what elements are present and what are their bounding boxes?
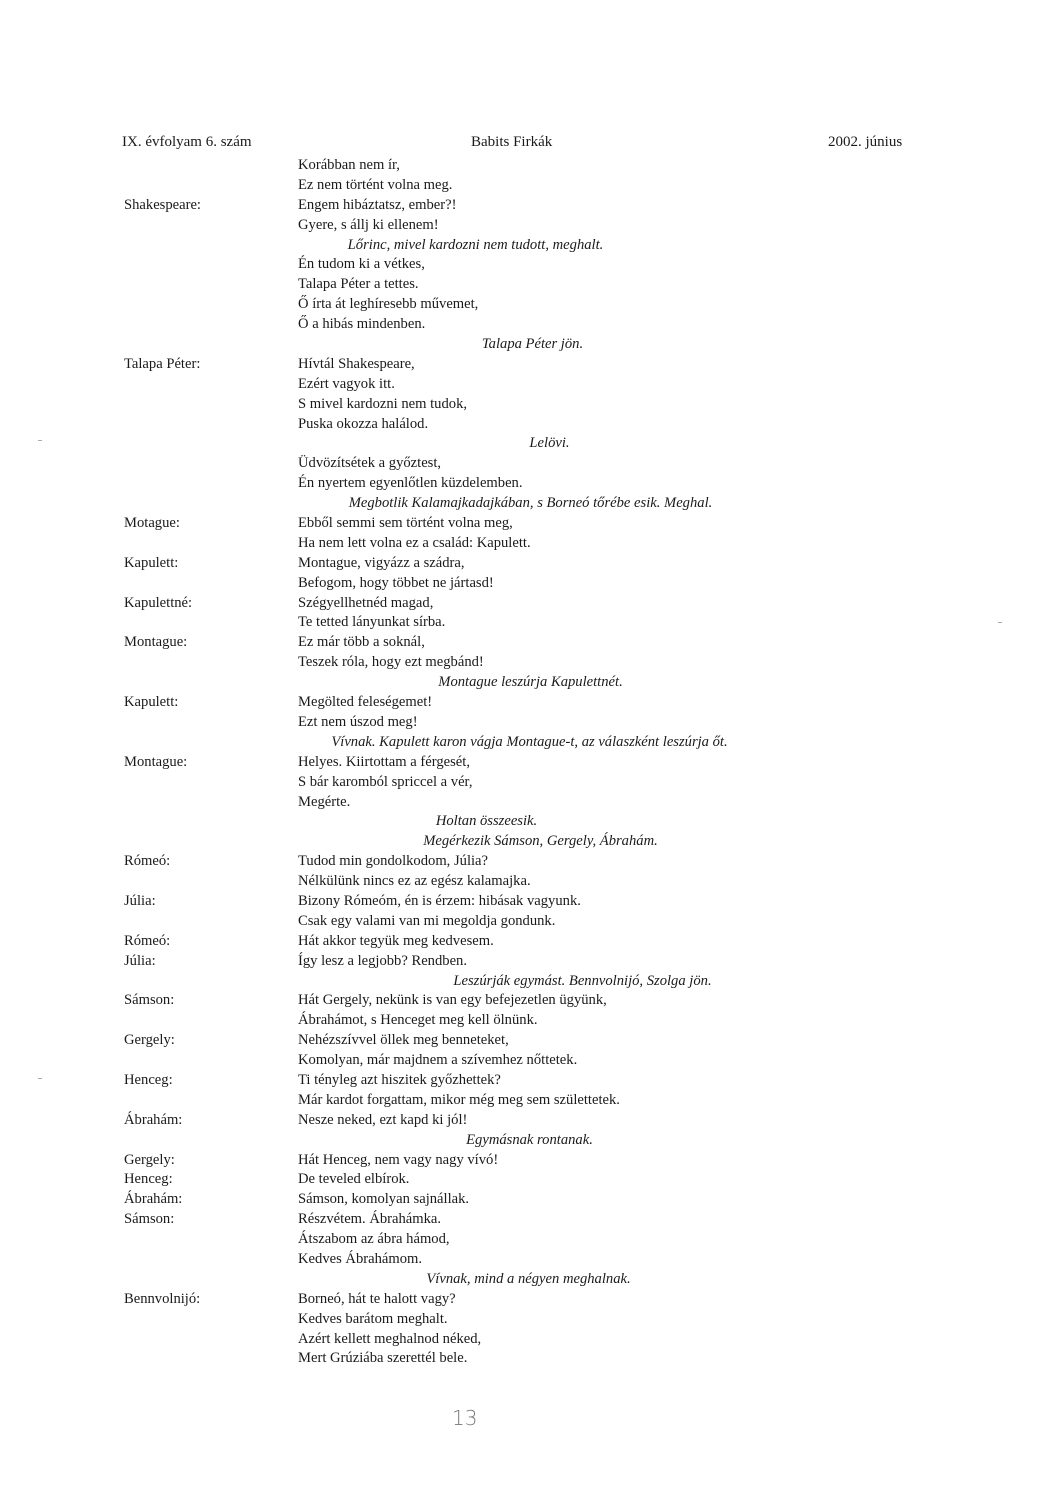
dialogue-row: [0, 176, 1061, 196]
scan-speck: [38, 1078, 42, 1079]
dialogue-row: [0, 395, 1061, 415]
dialogue-line: Helyes. Kiirtottam a férgesét,: [298, 753, 470, 770]
speaker-name: Ábrahám:: [124, 1191, 183, 1208]
speaker-name: Ábrahám:: [124, 1111, 183, 1128]
dialogue-line: Hát akkor tegyük meg kedvesem.: [298, 932, 494, 949]
speaker-name: Júlia:: [124, 952, 156, 969]
dialogue-row: [0, 892, 1061, 912]
dialogue-line: Ezt nem úszod meg!: [298, 713, 418, 730]
dialogue-line: Hát Henceg, nem vagy nagy vívó!: [298, 1151, 499, 1168]
dialogue-line: Ábrahámot, s Henceget meg kell ölnünk.: [298, 1012, 538, 1029]
dialogue-line: Hívtál Shakespeare,: [298, 355, 415, 372]
dialogue-row: [0, 693, 1061, 713]
dialogue-line: Részvétem. Ábrahámka.: [298, 1211, 442, 1228]
dialogue-line: Szégyellhetnéd magad,: [298, 594, 434, 611]
dialogue-row: [0, 1210, 1061, 1230]
speaker-name: Montague:: [124, 634, 188, 651]
stage-direction: Leszúrják egymást. Bennvolnijó, Szolga jön.: [453, 972, 712, 989]
scan-speck: [38, 440, 42, 441]
dialogue-line: Átszabom az ábra hámod,: [298, 1231, 450, 1248]
dialogue-line: Mert Grúziába szerettél bele.: [298, 1350, 468, 1367]
dialogue-row: [0, 574, 1061, 594]
dialogue-line: Én tudom ki a vétkes,: [298, 256, 425, 273]
dialogue-row: [0, 275, 1061, 295]
speaker-name: Shakespeare:: [124, 196, 201, 213]
dialogue-row: [0, 613, 1061, 633]
dialogue-row: [0, 1230, 1061, 1250]
dialogue-line: Ha nem lett volna ez a család: Kapulett.: [298, 534, 531, 551]
stage-direction-row: [0, 335, 1061, 355]
dialogue-line: S mivel kardozni nem tudok,: [298, 395, 468, 412]
dialogue-row: [0, 1031, 1061, 1051]
scan-speck: [998, 622, 1002, 623]
dialogue-row: [0, 594, 1061, 614]
dialogue-line: Nesze neked, ezt kapd ki jól!: [298, 1111, 468, 1128]
dialogue-row: [0, 952, 1061, 972]
dialogue-line: Ő írta át leghíresebb művemet,: [298, 296, 479, 313]
stage-direction: Holtan összeesik.: [435, 813, 538, 830]
dialogue-line: Megérte.: [298, 793, 351, 810]
dialogue-row: [0, 1349, 1061, 1369]
stage-direction-row: [0, 434, 1061, 454]
speaker-name: Sámson:: [124, 1211, 175, 1228]
stage-direction: Lőrinc, mivel kardozni nem tudott, meghalt.: [347, 236, 604, 253]
speaker-name: Rómeó:: [124, 932, 171, 949]
dialogue-line: Gyere, s állj ki ellenem!: [298, 216, 439, 233]
stage-direction-row: [0, 832, 1061, 852]
dialogue-line: Azért kellett meghalnod néked,: [298, 1330, 482, 1347]
stage-direction-row: [0, 812, 1061, 832]
dialogue-row: [0, 653, 1061, 673]
dialogue-row: [0, 852, 1061, 872]
dialogue-line: Ti tényleg azt hiszitek győzhettek?: [298, 1071, 501, 1088]
play-script: [0, 156, 1061, 1369]
speaker-name: Bennvolnijó:: [124, 1290, 201, 1307]
dialogue-row: [0, 1111, 1061, 1131]
dialogue-row: [0, 1250, 1061, 1270]
dialogue-row: [0, 514, 1061, 534]
dialogue-row: [0, 355, 1061, 375]
dialogue-row: [0, 534, 1061, 554]
dialogue-line: S bár karomból spriccel a vér,: [298, 773, 473, 790]
dialogue-row: [0, 375, 1061, 395]
speaker-name: Gergely:: [124, 1151, 175, 1168]
speaker-name: Henceg:: [124, 1171, 173, 1188]
dialogue-row: [0, 415, 1061, 435]
dialogue-row: [0, 554, 1061, 574]
stage-direction: Vívnak. Kapulett karon vágja Montague-t, az válaszként leszúrja őt.: [331, 733, 728, 750]
dialogue-line: Megölted feleségemet!: [298, 694, 433, 711]
dialogue-line: Tudod min gondolkodom, Júlia?: [298, 853, 489, 870]
dialogue-row: [0, 1310, 1061, 1330]
dialogue-line: Borneó, hát te halott vagy?: [298, 1290, 456, 1307]
dialogue-line: Befogom, hogy többet ne jártasd!: [298, 574, 494, 591]
dialogue-line: Engem hibáztatsz, ember?!: [298, 196, 457, 213]
dialogue-line: Sámson, komolyan sajnállak.: [298, 1191, 470, 1208]
dialogue-line: Korábban nem ír,: [298, 157, 400, 173]
dialogue-row: [0, 1330, 1061, 1350]
stage-direction-row: [0, 494, 1061, 514]
stage-direction: Megérkezik Sámson, Gergely, Ábrahám.: [423, 833, 658, 850]
stage-direction-row: [0, 733, 1061, 753]
speaker-name: Henceg:: [124, 1071, 173, 1088]
dialogue-row: [0, 315, 1061, 335]
speaker-name: Gergely:: [124, 1032, 175, 1049]
speaker-name: Júlia:: [124, 892, 156, 909]
dialogue-row: [0, 1290, 1061, 1310]
dialogue-line: Kedves barátom meghalt.: [298, 1310, 448, 1327]
dialogue-line: Komolyan, már majdnem a szívemhez nőttetek.: [298, 1052, 578, 1069]
stage-direction-row: [0, 673, 1061, 693]
dialogue-line: De teveled elbírok.: [298, 1171, 410, 1188]
dialogue-row: [0, 1051, 1061, 1071]
dialogue-line: Puska okozza halálod.: [298, 415, 429, 432]
dialogue-line: Te tetted lányunkat sírba.: [298, 614, 446, 631]
speaker-name: Sámson:: [124, 992, 175, 1009]
dialogue-row: [0, 454, 1061, 474]
stage-direction: Egymásnak rontanak.: [466, 1131, 593, 1148]
dialogue-row: [0, 1151, 1061, 1171]
stage-direction: Vívnak, mind a négyen meghalnak.: [426, 1270, 631, 1287]
stage-direction: Lelövi.: [529, 435, 570, 452]
speaker-name: Rómeó:: [124, 853, 171, 870]
dialogue-line: Így lesz a legjobb? Rendben.: [298, 952, 467, 969]
dialogue-line: Csak egy valami van mi megoldja gondunk.: [298, 912, 556, 929]
dialogue-row: [0, 255, 1061, 275]
speaker-name: Motague:: [124, 515, 180, 532]
dialogue-row: [0, 793, 1061, 813]
stage-direction: Megbotlik Kalamajkadajkában, s Borneó tőrébe esik. Meghal.: [348, 495, 713, 512]
issue-label: IX. évfolyam 6. szám: [122, 134, 252, 150]
speaker-name: Kapulett:: [124, 694, 179, 711]
dialogue-row: [0, 773, 1061, 793]
dialogue-row: [0, 633, 1061, 653]
dialogue-row: [0, 932, 1061, 952]
issue-date: 2002. június: [828, 134, 903, 150]
dialogue-row: [0, 474, 1061, 494]
dialogue-line: Én nyertem egyenlőtlen küzdelemben.: [298, 475, 523, 492]
publication-title: Babits Firkák: [471, 134, 553, 150]
stage-direction-row: [0, 1131, 1061, 1151]
dialogue-row: [0, 1071, 1061, 1091]
dialogue-row: [0, 196, 1061, 216]
speaker-name: Montague:: [124, 753, 188, 770]
stage-direction-row: [0, 1270, 1061, 1290]
dialogue-row: [0, 753, 1061, 773]
dialogue-line: Üdvözítsétek a győztest,: [298, 455, 442, 472]
speaker-name: Talapa Péter:: [124, 355, 201, 372]
dialogue-line: Ezért vagyok itt.: [298, 375, 395, 392]
dialogue-line: Ő a hibás mindenben.: [298, 316, 426, 333]
dialogue-line: Hát Gergely, nekünk is van egy befejezetlen ügyünk,: [298, 992, 607, 1009]
speaker-name: Kapulettné:: [124, 594, 193, 611]
page-header: [0, 134, 1061, 154]
dialogue-line: Talapa Péter a tettes.: [298, 276, 419, 293]
page-number: 13: [452, 1406, 478, 1430]
dialogue-line: Már kardot forgattam, mikor még meg sem születtetek.: [298, 1091, 620, 1108]
dialogue-row: [0, 912, 1061, 932]
dialogue-line: Nehézszívvel öllek meg benneteket,: [298, 1032, 509, 1049]
dialogue-row: [0, 1170, 1061, 1190]
dialogue-row: [0, 1011, 1061, 1031]
dialogue-row: [0, 1091, 1061, 1111]
dialogue-line: Nélkülünk nincs ez az egész kalamajka.: [298, 873, 531, 890]
dialogue-row: [0, 156, 1061, 176]
dialogue-line: Bizony Rómeóm, én is érzem: hibásak vagyunk.: [298, 892, 581, 909]
stage-direction-row: [0, 972, 1061, 992]
stage-direction-row: [0, 236, 1061, 256]
dialogue-line: Ebből semmi sem történt volna meg,: [298, 515, 513, 532]
dialogue-row: [0, 216, 1061, 236]
dialogue-row: [0, 991, 1061, 1011]
dialogue-line: Montague, vigyázz a szádra,: [298, 554, 465, 571]
dialogue-line: Ez már több a soknál,: [298, 634, 425, 651]
dialogue-row: [0, 713, 1061, 733]
speaker-name: Kapulett:: [124, 554, 179, 571]
dialogue-line: Kedves Ábrahámom.: [298, 1250, 423, 1267]
dialogue-row: [0, 295, 1061, 315]
stage-direction: Talapa Péter jön.: [481, 336, 584, 353]
dialogue-line: Ez nem történt volna meg.: [298, 176, 453, 193]
dialogue-row: [0, 872, 1061, 892]
stage-direction: Montague leszúrja Kapulettnét.: [438, 674, 623, 691]
dialogue-line: Teszek róla, hogy ezt megbánd!: [298, 654, 484, 671]
dialogue-row: [0, 1190, 1061, 1210]
